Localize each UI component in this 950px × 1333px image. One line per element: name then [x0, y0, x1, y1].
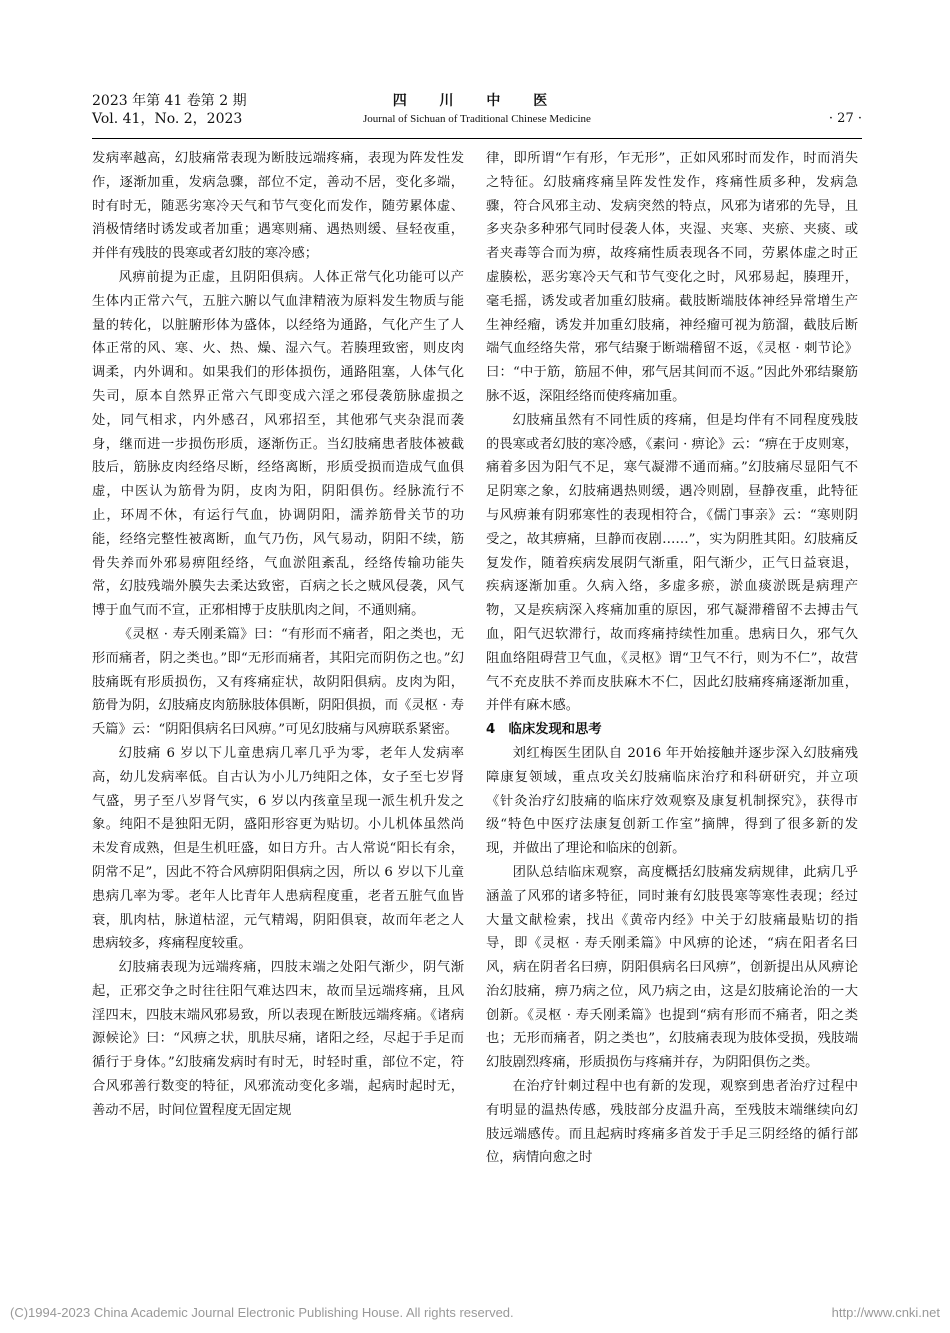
page-number: · 27 ·	[828, 111, 862, 126]
paragraph: 在治疗针刺过程中也有新的发现，观察到患者治疗过程中有明显的温热传感，残肢部分皮温升高，至残肢末端继续向幻肢远端感传。而且起病时疼痛多首发于手足三阴经络的循行部位，病情向愈之时	[486, 1079, 858, 1166]
journal-name-en: Journal of Sichuan of Traditional Chinese Medicine	[363, 113, 591, 125]
paragraph: 律，即所谓“乍有形，乍无形”，正如风邪时而发作，时而消失之特征。幻肢痛疼痛呈阵发性发作，疼痛性质多种，发病急骤，符合风邪主动、发病突然的特点，风邪为诸邪的先导，且多夹杂多种邪气同时侵袭人体，夹湿、夹寒、夹瘀、夹痰、或者夹毒等合而为痹，故疼痛性质表现各不同，劳累体虚之时正虚腠松，恶劣寒冷天气和节气变化之时，风邪易起，腠理开，毫毛摇，诱发或者加重幻肢痛。截肢断端肢体神经异常增生产生神经瘤，诱发并加重幻肢痛，神经瘤可视为筋溜，截肢后断端气血经络失常，邪气结聚于断端稽留不返，《灵枢 · 刺节论》曰：“中于筋，筋屈不伸，邪气居其间而不返。”因此外邪结聚筋脉不返，深阻经络而使疼痛加重。	[486, 151, 858, 404]
copyright-text: (C)1994-2023 China Academic Journal Electronic Publishing House. All rights reserved.	[10, 1305, 514, 1320]
paragraph: 幻肢痛表现为远端疼痛，四肢末端之处阳气渐少，阴气渐起，正邪交争之时往往阳气难达四末，故而呈远端疼痛，且风淫四末，四肢末端风邪易致，所以表现在断肢远端疼痛。《诸病源候论》曰：“风痹之状，肌肤尽痛，诸阳之经，尽起于手足而循行于身体。”幻肢痛发病时有时无，时轻时重，部位不定，符合风邪善行数变的特征，风邪流动变化多端，起病时起时无，善动不居，时间位置程度无固定规	[92, 960, 464, 1118]
cnki-link[interactable]: http://www.cnki.net	[831, 1305, 940, 1320]
page-header	[92, 92, 862, 136]
section-heading: 4 临床发现和思考	[486, 722, 602, 738]
paragraph: 幻肢痛虽然有不同性质的疼痛，但是均伴有不同程度残肢的畏寒或者幻肢的寒冷感，《素问 · 痹论》云：“痹在于皮则寒，痛着多因为阳气不足，寒气凝滞不通而痛。”幻肢痛尽显阳气不足阴寒之象，幻肢痛遇热则缓，遇冷则剧，昼静夜重，此特征与风痹兼有阴邪寒性的表现相符合，《儒门事亲》云：“寒则阴受之，故其痹痛，旦静而夜剧……”，实为阴胜其阳。幻肢痛反复发作，随着疾病发展阴气渐重，阳气渐少，正气日益衰退，疾病逐渐加重。久病入络，多虚多瘀，淤血痰淤既是病理产物，又是疾病深入疼痛加重的原因，邪气凝滞稽留不去搏击气血，阳气迟软滞行，故而疼痛持续性加重。患病日久，邪气久阻血络阻碍营卫气血，《灵枢》谓“卫气不行，则为不仁”，故营气不充皮肤不养而皮肤麻木不仁，因此幻肢痛疼痛逐渐加重，并伴有麻木感。	[486, 412, 858, 714]
paragraph: 幻肢痛 6 岁以下儿童患病几率几乎为零，老年人发病率高，幼儿发病率低。自古认为小儿乃纯阳之体，女子至七岁肾气盛，男子至八岁肾气实，6 岁以内孩童呈现一派生机升发之象。纯阳不是独阳无阴，盛阳形容更为贴切。小儿机体虽然尚未发育成熟，但是生机旺盛，如日方升。古人常说“阳长有余，阴常不足”，因此不符合风痹阴阳俱病之因，所以 6 岁以下儿童患病几率为零。老年人比青年人患病程度重，老者五脏气血皆衰，肌肉枯，脉道枯涩，元气精竭，阴阳俱衰，故而年老之人患病较多，疼痛程度较重。	[92, 745, 464, 952]
journal-name-cn: 四 川 中 医	[392, 93, 562, 109]
issue-cn: 2023 年第 41 卷第 2 期	[92, 93, 247, 109]
paragraph: 团队总结临床观察，高度概括幻肢痛发病规律，此病几乎涵盖了风邪的诸多特征，同时兼有幻肢畏寒等寒性表现；经过大量文献检索，找出《黄帝内经》中关于幻肢痛最贴切的指导，即《灵枢 · 寿夭刚柔篇》中风痹的论述，“病在阳者名曰风，病在阴者名曰痹，阴阳俱病名曰风痹”，创新提出从风痹论治幻肢痛，痹乃病之位，风乃病之由，这是幻肢痛论治的一大创新。《灵枢 · 寿夭刚柔篇》也提到“病有形而不痛者，阳之类也；无形而痛者，阴之类也”，幻肢痛表现为肢体受损，残肢端幻肢剧烈疼痛，形质损伤与疼痛并存，为阴阳俱伤之类。	[486, 864, 858, 1071]
left-column	[92, 147, 464, 1123]
journal-title	[92, 92, 862, 128]
paragraph: 《灵枢 · 寿夭刚柔篇》曰：“有形而不痛者，阳之类也，无形而痛者，阴之类也。”即“无形而痛者，其阳完而阴伤之也。”幻肢痛既有形质损伤，又有疼痛症状，故阴阳俱病。皮肉为阳，筋骨为阴，幻肢痛皮肉筋脉肢体俱断，阴阳俱损，而《灵枢 · 寿夭篇》云：“阴阳俱病名曰风痹。”可见幻肢痛与风痹联系紧密。	[92, 626, 464, 738]
paragraph: 发病率越高，幻肢痛常表现为断肢远端疼痛，表现为阵发性发作，逐渐加重，发病急骤，部位不定，善动不居，变化多端，时有时无，随恶劣寒冷天气和节气变化而发作，随劳累体虚、消极情绪时诱发或者加重；遇寒则痛、遇热则缓、昼轻夜重，并伴有残肢的畏寒或者幻肢的寒冷感；	[92, 151, 464, 262]
paragraph: 风痹前提为正虚，且阴阳俱病。人体正常气化功能可以产生体内正常六气，五脏六腑以气血津精液为原料发生物质与能量的转化，以脏腑形体为盛体，以经络为通路，气化产生了人体正常的风、寒、火、热、燥、湿六气。若腠理致密，则皮肉调柔，内外调和。如果我们的形体损伤，通路阻塞，人体气化失司，原本自然界正常六气即变成六淫之邪侵袭筋脉虚损之处，同气相求，内外感召，风邪招至，其他邪气夹杂混而袭身，继而进一步损伤形质，逐渐伤正。当幻肢痛患者肢体被截肢后，筋脉皮肉经络尽断，经络离断，形质受损而造成气血俱虚，中医认为筋骨为阴，皮肉为阳，阴阳俱伤。经脉流行不止，环周不休，有运行气血，协调阴阳，濡养筋骨关节的功能，经络完整性被离断，血气乃伤，风气易动，阴阳不续，筋骨失养而外邪易痹阻经络，气血淤阻紊乱，经络传输功能失常，幻肢残端外膜失去柔达致密，百病之长之贼风侵袭，风气博于血气而不宣，正邪相博于皮肤肌肉之间，不通则痛。	[92, 269, 464, 619]
issue-en: Vol. 41，No. 2，2023	[92, 111, 243, 127]
header-rule	[92, 138, 862, 139]
paragraph: 刘红梅医生团队自 2016 年开始接触并逐步深入幻肢痛残障康复领域，重点攻关幻肢痛临床治疗和科研研究，并立项《针灸治疗幻肢痛的临床疗效观察及康复机制探究》，获得市级“特色中医疗法康复创新工作室”摘牌，得到了很多新的发现，并做出了理论和临床的创新。	[486, 745, 858, 857]
right-column	[486, 147, 858, 1170]
